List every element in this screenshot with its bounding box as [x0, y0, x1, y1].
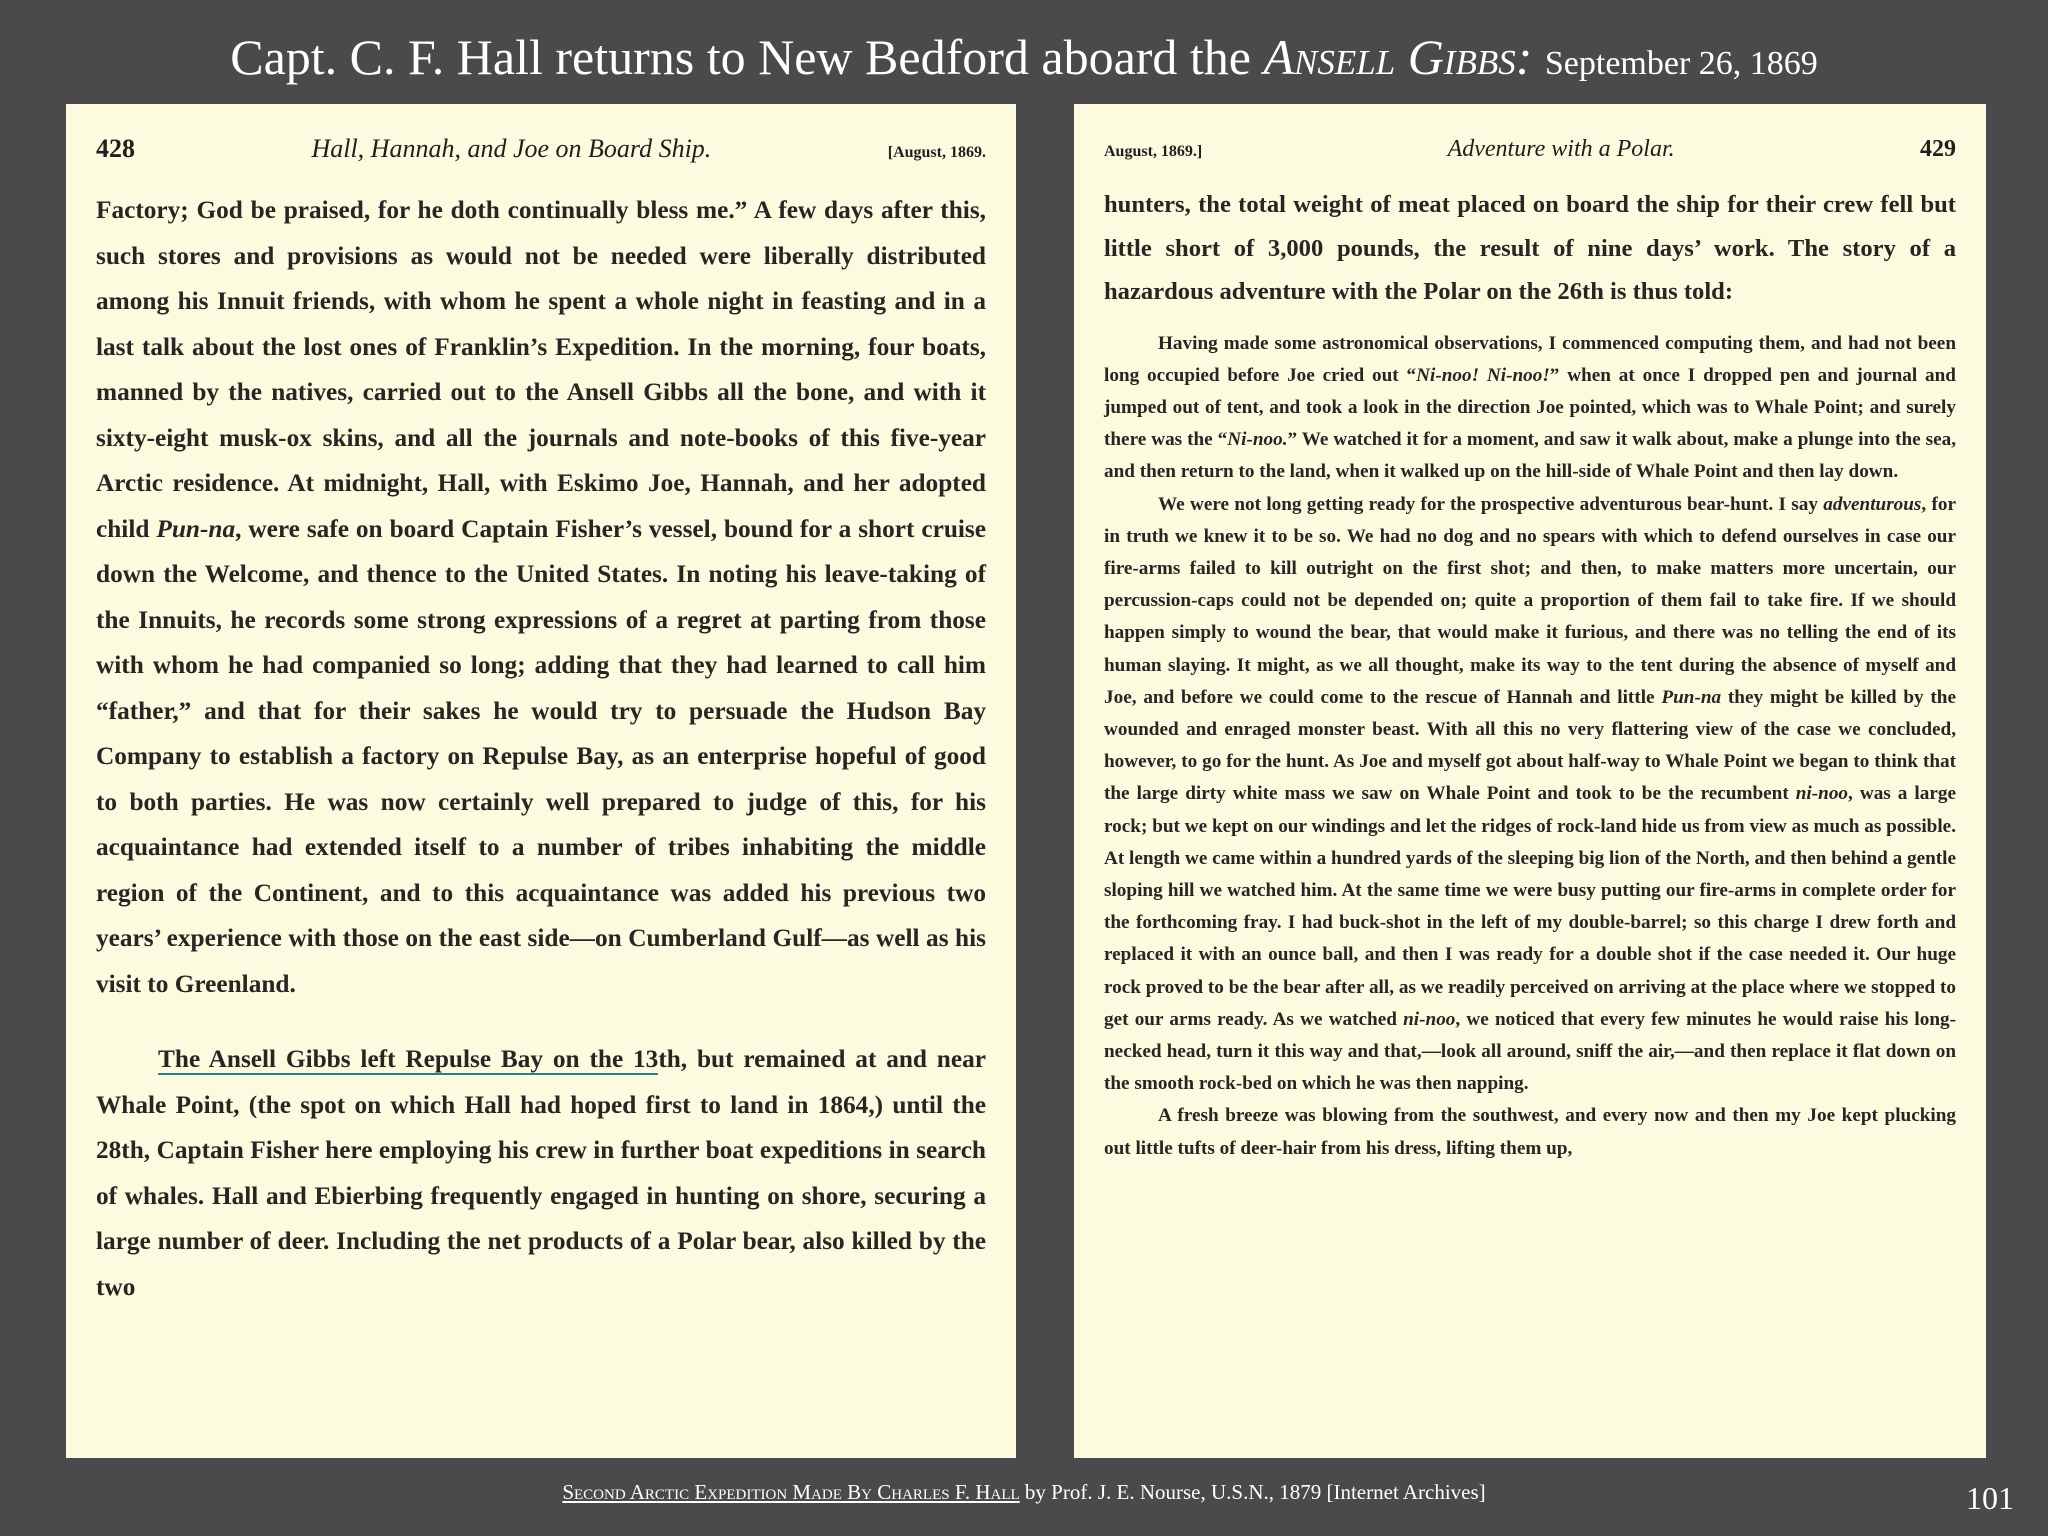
left-p2-text: th, but remained at and near Whale Point, (the spot on which Hall had hoped first to land in 1864,) until the 28th, Captain Fisher here employing his crew in further boat expeditions in search of whales. Hall and Ebierbing frequently engaged in hunting on shore, securing a large number of deer. Including the net products of a Polar bear, also killed by the two — [96, 1045, 986, 1301]
q2-adventurous: adventurous — [1823, 493, 1922, 515]
book-page-left — [66, 104, 1016, 1458]
source-citation — [0, 1478, 2048, 1506]
right-headline: Adventure with a Polar. — [1447, 136, 1675, 162]
left-p1-name: Pun-na — [156, 514, 236, 543]
book-page-right — [1074, 104, 1986, 1458]
left-page-number: 428 — [96, 134, 135, 163]
source-credit: by Prof. J. E. Nourse, U.S.N., 1879 [Internet Archives] — [1019, 1480, 1486, 1504]
q2-text-d: , was a large rock; but we kept on our windings and let the ridges of rock-land hide us from view as much as possible. At length we came within a hundred yards of the sleeping big lion of the North, and then behind a gentle sloping hill we watched him. At the same time we were busy putting our fire-arms in complete order for the forthcoming fray. I had buck-shot in the left of my double-barrel; so this charge I drew forth and replaced it with an ounce ball, and then I was ready for a double shot if the case needed it. Our huge rock proved to be the bear after all, as we readily perceived on arriving at the place where we stopped to get our arms ready. As we watched — [1104, 783, 1956, 1030]
q2-punna: Pun-na — [1661, 686, 1722, 708]
left-p1-end: , were safe on board Captain Fisher’s vessel, bound for a short cruise down the Welcome, and thence to the United States. In noting his leave-taking of the Innuits, he records some strong expressions of a regret at parting from those with whom he had companied so long; adding that they had learned to call him “father,” and that for their sakes he would try to persuade the Hudson Bay Company to establish a factory on Repulse Bay, as an enterprise hopeful of good to both parties. He was now certainly well prepared to judge of this, for his acquaintance had extended itself to a number of tribes inhabiting the middle region of the Continent, and to this acquaintance was added his previous two years’ experience with those on the east side—on Cumberland Gulf—as well as his visit to Greenland. — [96, 514, 986, 998]
q2-ninoo: ni-noo — [1795, 783, 1849, 805]
left-p1-text: Factory; God be praised, for he doth continually bless me.” A few days after this, such stores and provisions as would not be needed were liberally distributed among his Innuit friends, with whom he spent a whole night in feasting and in a last talk about the lost ones of Franklin’s Expedition. In the morning, four boats, manned by the natives, carried out to the Ansell Gibbs all the bone, and with it sixty-eight musk-ox skins, and all the journals and note-books of this five-year Arctic residence. At midnight, Hall, with Eskimo Joe, Hannah, and her adopted child — [96, 196, 986, 543]
left-paragraph-2 — [96, 1037, 986, 1310]
quote-paragraph-1 — [1104, 328, 1956, 489]
quote-paragraph-2 — [1104, 489, 1956, 1101]
right-intro-paragraph: hunters, the total weight of meat placed on board the ship for their crew fell but little short of 3,000 pounds, the result of nine days’ work. The story of a hazardous adventure with the Polar on the 26th is thus told: — [1104, 191, 1956, 305]
quote-paragraph-3: A fresh breeze was blowing from the southwest, and every now and then my Joe kept plucking out little tufts of deer-hair from his dress, lifting them up, — [1104, 1105, 1956, 1159]
left-headline: Hall, Hannah, and Joe on Board Ship. — [311, 134, 712, 163]
title-main: Capt. C. F. Hall returns to New Bedford aboard the — [230, 29, 1264, 85]
source-book-title[interactable]: Second Arctic Expedition Made By Charles F. Hall — [562, 1480, 1020, 1504]
slide-title — [0, 24, 2048, 97]
left-head-date: [August, 1869. — [887, 144, 986, 161]
right-head-date: August, 1869.] — [1104, 143, 1203, 160]
q2-text-a: We were not long getting ready for the prospective adventurous bear-hunt. I say — [1158, 493, 1824, 515]
q2-ninoo-2: ni-noo — [1403, 1008, 1456, 1030]
q1-text-a: Having made some astronomical observations, I commenced computing them, and had not been long occupied before Joe cried out “ — [1104, 332, 1956, 386]
q1-text-c: ” We watched it for a moment, and saw it walk about, make a plunge into the sea, and then return to the land, when it walked up on the hill-side of Whale Point and then lay down. — [1104, 429, 1956, 483]
left-running-head — [96, 134, 986, 164]
q2-text-b: , for in truth we knew it to be so. We had no dog and no spears with which to defend ourselves in case our fire-arms failed to kill outright on the first shot; and then, to make matters more uncertain, our percussion-caps could not be depended on; quite a proportion of them fail to take fire. If we should happen simply to wound the bear, that would make it furious, and there was no telling the end of its human slaying. It might, as we all thought, make its way to the tent during the absence of myself and Joe, and before we could come to the rescue of Hannah and little — [1104, 493, 1957, 708]
underlined-sentence: The Ansell Gibbs left Repulse Bay on the 13 — [158, 1045, 659, 1073]
slide-number: 101 — [1966, 1480, 2014, 1516]
q1-cry: Ni-noo! Ni-noo! — [1416, 364, 1550, 386]
right-page-number: 429 — [1919, 136, 1956, 162]
right-running-head — [1104, 136, 1956, 163]
title-date: September 26, 1869 — [1544, 45, 1818, 82]
q2-text-e: , we noticed that every few minutes he would raise his long-necked head, turn it this way and that,—look all around, sniff the air,—and then replace it flat down on the smooth rock-bed on which he was then napping. — [1104, 1008, 1956, 1095]
q1-text-b: ” when at once I dropped pen and journal and jumped out of tent, and took a look in the direction Joe pointed, which was to Whale Point; and surely there was the “ — [1104, 364, 1956, 451]
title-ship-name: Ansell Gibbs: — [1263, 29, 1533, 85]
q1-ninoo: Ni-noo. — [1227, 429, 1288, 451]
q2-text-c: they might be killed by the wounded and enraged monster beast. With all this no very flattering view of the case we concluded, however, to go for the hunt. As Joe and myself got about half-way to Whale Point we began to think that the large dirty white mass we saw on Whale Point and took to be the recumbent — [1104, 686, 1956, 805]
left-paragraph-1 — [96, 188, 986, 1007]
